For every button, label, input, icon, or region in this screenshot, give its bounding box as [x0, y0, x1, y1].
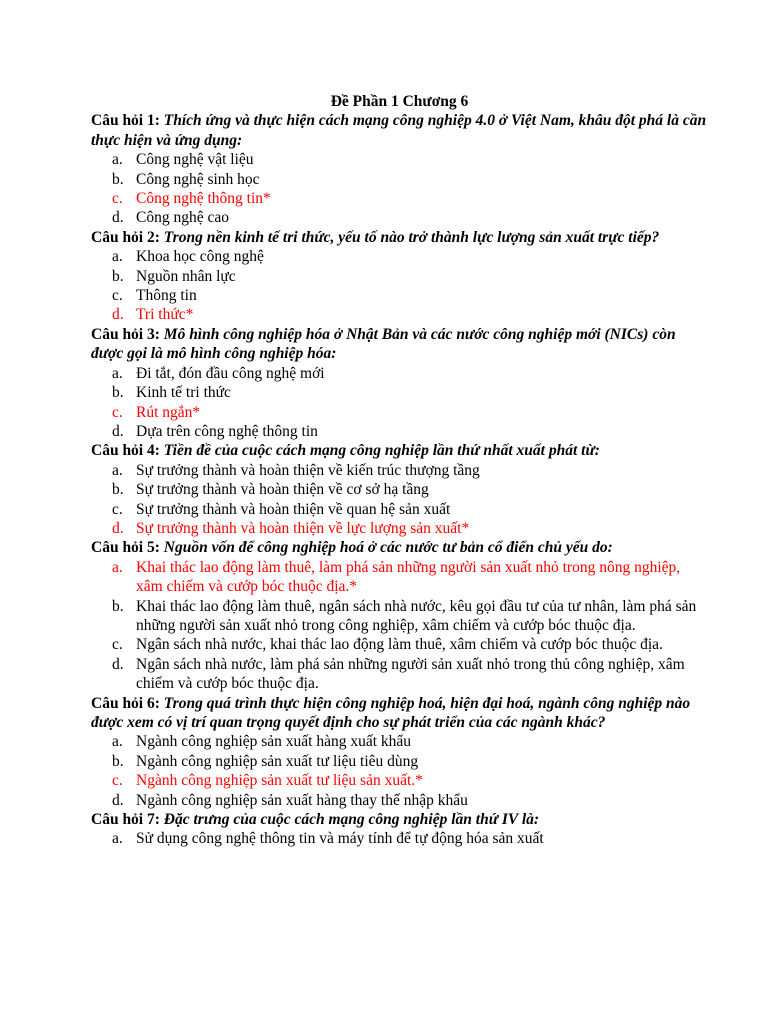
option-text: Kinh tế tri thức [136, 384, 231, 402]
question-block [91, 111, 708, 227]
option-text: Công nghệ thông tin* [136, 190, 271, 208]
answer-option [91, 364, 708, 383]
option-letter: d. [112, 209, 124, 227]
option-letter: b. [112, 597, 124, 615]
option-text: Sự trưởng thành và hoàn thiện về quan hệ sản xuất [136, 500, 451, 518]
option-text: Nguồn nhân lực [136, 267, 236, 285]
answer-option [91, 752, 708, 771]
option-text: Sự trưởng thành và hoàn thiện về cơ sở hạ tầng [136, 481, 429, 499]
option-text: Ngân sách nhà nước, làm phá sản những người sản xuất nhỏ trong thủ công nghiệp, xâm chiếm và cướp bóc thuộc địa. [136, 655, 685, 693]
answer-option-correct [91, 189, 708, 208]
option-list [91, 461, 708, 539]
question [91, 228, 708, 247]
question-text: Mô hình công nghiệp hóa ở Nhật Bản và các nước công nghiệp mới (NICs) còn được gọi là mô hình công nghiệp hóa: [91, 325, 676, 363]
answer-option [91, 732, 708, 751]
question-text: Trong nền kinh tế tri thức, yếu tố nào trở thành lực lượng sản xuất trực tiếp? [163, 228, 660, 246]
option-letter: b. [112, 384, 124, 402]
answer-option [91, 422, 708, 441]
option-letter: c. [112, 403, 123, 421]
question [91, 538, 708, 557]
option-letter: a. [112, 461, 123, 479]
option-list [91, 364, 708, 442]
question-label: Câu hỏi 6: [91, 694, 160, 712]
option-letter: a. [112, 733, 123, 751]
option-list [91, 829, 708, 848]
question-list [91, 111, 708, 848]
option-text: Sử dụng công nghệ thông tin và máy tính để tự động hóa sản xuất [136, 830, 544, 848]
answer-option [91, 150, 708, 169]
option-text: Sự trưởng thành và hoàn thiện về lực lượng sản xuất* [136, 519, 470, 537]
option-text: Tri thức* [136, 306, 194, 324]
option-letter: c. [112, 636, 123, 654]
option-text: Ngân sách nhà nước, khai thác lao động làm thuê, xâm chiếm và cướp bóc thuộc địa. [136, 636, 663, 654]
option-list [91, 247, 708, 325]
question-block [91, 810, 708, 849]
option-letter: d. [112, 791, 124, 809]
answer-option [91, 383, 708, 402]
question-label: Câu hỏi 3: [91, 325, 160, 343]
answer-option [91, 247, 708, 266]
option-letter: c. [112, 287, 123, 305]
option-text: Công nghệ sinh học [136, 170, 260, 188]
question [91, 325, 708, 364]
option-text: Ngành công nghiệp sản xuất tư liệu sản xuất.* [136, 772, 423, 790]
option-text: Thông tin [136, 287, 197, 305]
option-text: Rút ngắn* [136, 403, 201, 421]
option-text: Đi tắt, đón đầu công nghệ mới [136, 364, 325, 382]
question-text: Tiền đề của cuộc cách mạng công nghiệp lần thứ nhất xuất phát từ: [163, 442, 600, 460]
option-letter: b. [112, 481, 124, 499]
option-text: Ngành công nghiệp sản xuất hàng xuất khẩu [136, 733, 412, 751]
option-letter: d. [112, 422, 124, 440]
option-letter: b. [112, 752, 124, 770]
option-letter: b. [112, 267, 124, 285]
answer-option [91, 267, 708, 286]
option-letter: a. [112, 248, 123, 266]
question-block [91, 228, 708, 325]
answer-option [91, 791, 708, 810]
question-block [91, 441, 708, 538]
answer-option [91, 500, 708, 519]
answer-option-correct [91, 403, 708, 422]
question-text: Nguồn vốn để công nghiệp hoá ở các nước tư bản cổ điển chủ yếu do: [163, 539, 613, 557]
option-text: Công nghệ vật liệu [136, 151, 254, 169]
answer-option [91, 655, 708, 694]
option-text: Ngành công nghiệp sản xuất hàng thay thế nhập khẩu [136, 791, 468, 809]
option-letter: c. [112, 190, 123, 208]
option-letter: d. [112, 306, 124, 324]
option-list [91, 150, 708, 228]
answer-option-correct [91, 558, 708, 597]
answer-option [91, 635, 708, 654]
option-letter: d. [112, 519, 124, 537]
question-label: Câu hỏi 5: [91, 539, 160, 557]
answer-option [91, 170, 708, 189]
question-block [91, 325, 708, 441]
option-text: Công nghệ cao [136, 209, 229, 227]
answer-option-correct [91, 771, 708, 790]
question-block [91, 538, 708, 693]
option-text: Khai thác lao động làm thuê, ngân sách nhà nước, kêu gọi đầu tư của tư nhân, làm phá sản những người sản xuất nhỏ trong công nghiệp, xâm chiếm và cướp bóc thuộc địa. [136, 597, 697, 634]
option-letter: a. [112, 558, 123, 576]
option-letter: a. [112, 830, 123, 848]
option-letter: b. [112, 170, 124, 188]
answer-option-correct [91, 305, 708, 324]
answer-option-correct [91, 519, 708, 538]
question-text: Trong quá trình thực hiện công nghiệp hoá, hiện đại hoá, ngành công nghiệp nào được xem có vị trí quan trọng quyết định cho sự phát triển của các ngành khác? [91, 694, 691, 731]
document-title: Đề Phần 1 Chương 6 [330, 93, 469, 110]
answer-option [91, 480, 708, 499]
answer-option [91, 208, 708, 227]
answer-option [91, 829, 708, 848]
option-text: Khai thác lao động làm thuê, làm phá sản những người sản xuất nhỏ trong nông nghiệp, xâm chiếm và cướp bóc thuộc địa.* [136, 558, 681, 596]
answer-option [91, 461, 708, 480]
answer-option [91, 286, 708, 305]
question [91, 810, 708, 829]
answer-option [91, 597, 708, 636]
option-letter: a. [112, 151, 123, 169]
question-label: Câu hỏi 4: [91, 442, 160, 460]
option-text: Ngành công nghiệp sản xuất tư liệu tiêu dùng [136, 752, 419, 770]
question-text: Thích ứng và thực hiện cách mạng công nghiệp 4.0 ở Việt Nam, khâu đột phá là cần thực hiện và ứng dụng: [91, 112, 707, 149]
option-list [91, 732, 708, 810]
option-letter: c. [112, 772, 123, 790]
question [91, 111, 708, 150]
question [91, 441, 708, 460]
option-letter: d. [112, 655, 124, 673]
question-label: Câu hỏi 1: [91, 112, 160, 130]
option-letter: a. [112, 364, 123, 382]
option-text: Dựa trên công nghệ thông tin [136, 422, 318, 440]
option-text: Sự trưởng thành và hoàn thiện về kiến trúc thượng tầng [136, 461, 480, 479]
question-text: Đặc trưng của cuộc cách mạng công nghiệp lần thứ IV là: [163, 811, 540, 829]
question-label: Câu hỏi 7: [91, 811, 160, 829]
option-text: Khoa học công nghệ [136, 248, 264, 266]
option-list [91, 558, 708, 694]
option-letter: c. [112, 500, 123, 518]
question-label: Câu hỏi 2: [91, 228, 160, 246]
question [91, 694, 708, 733]
question-block [91, 694, 708, 810]
